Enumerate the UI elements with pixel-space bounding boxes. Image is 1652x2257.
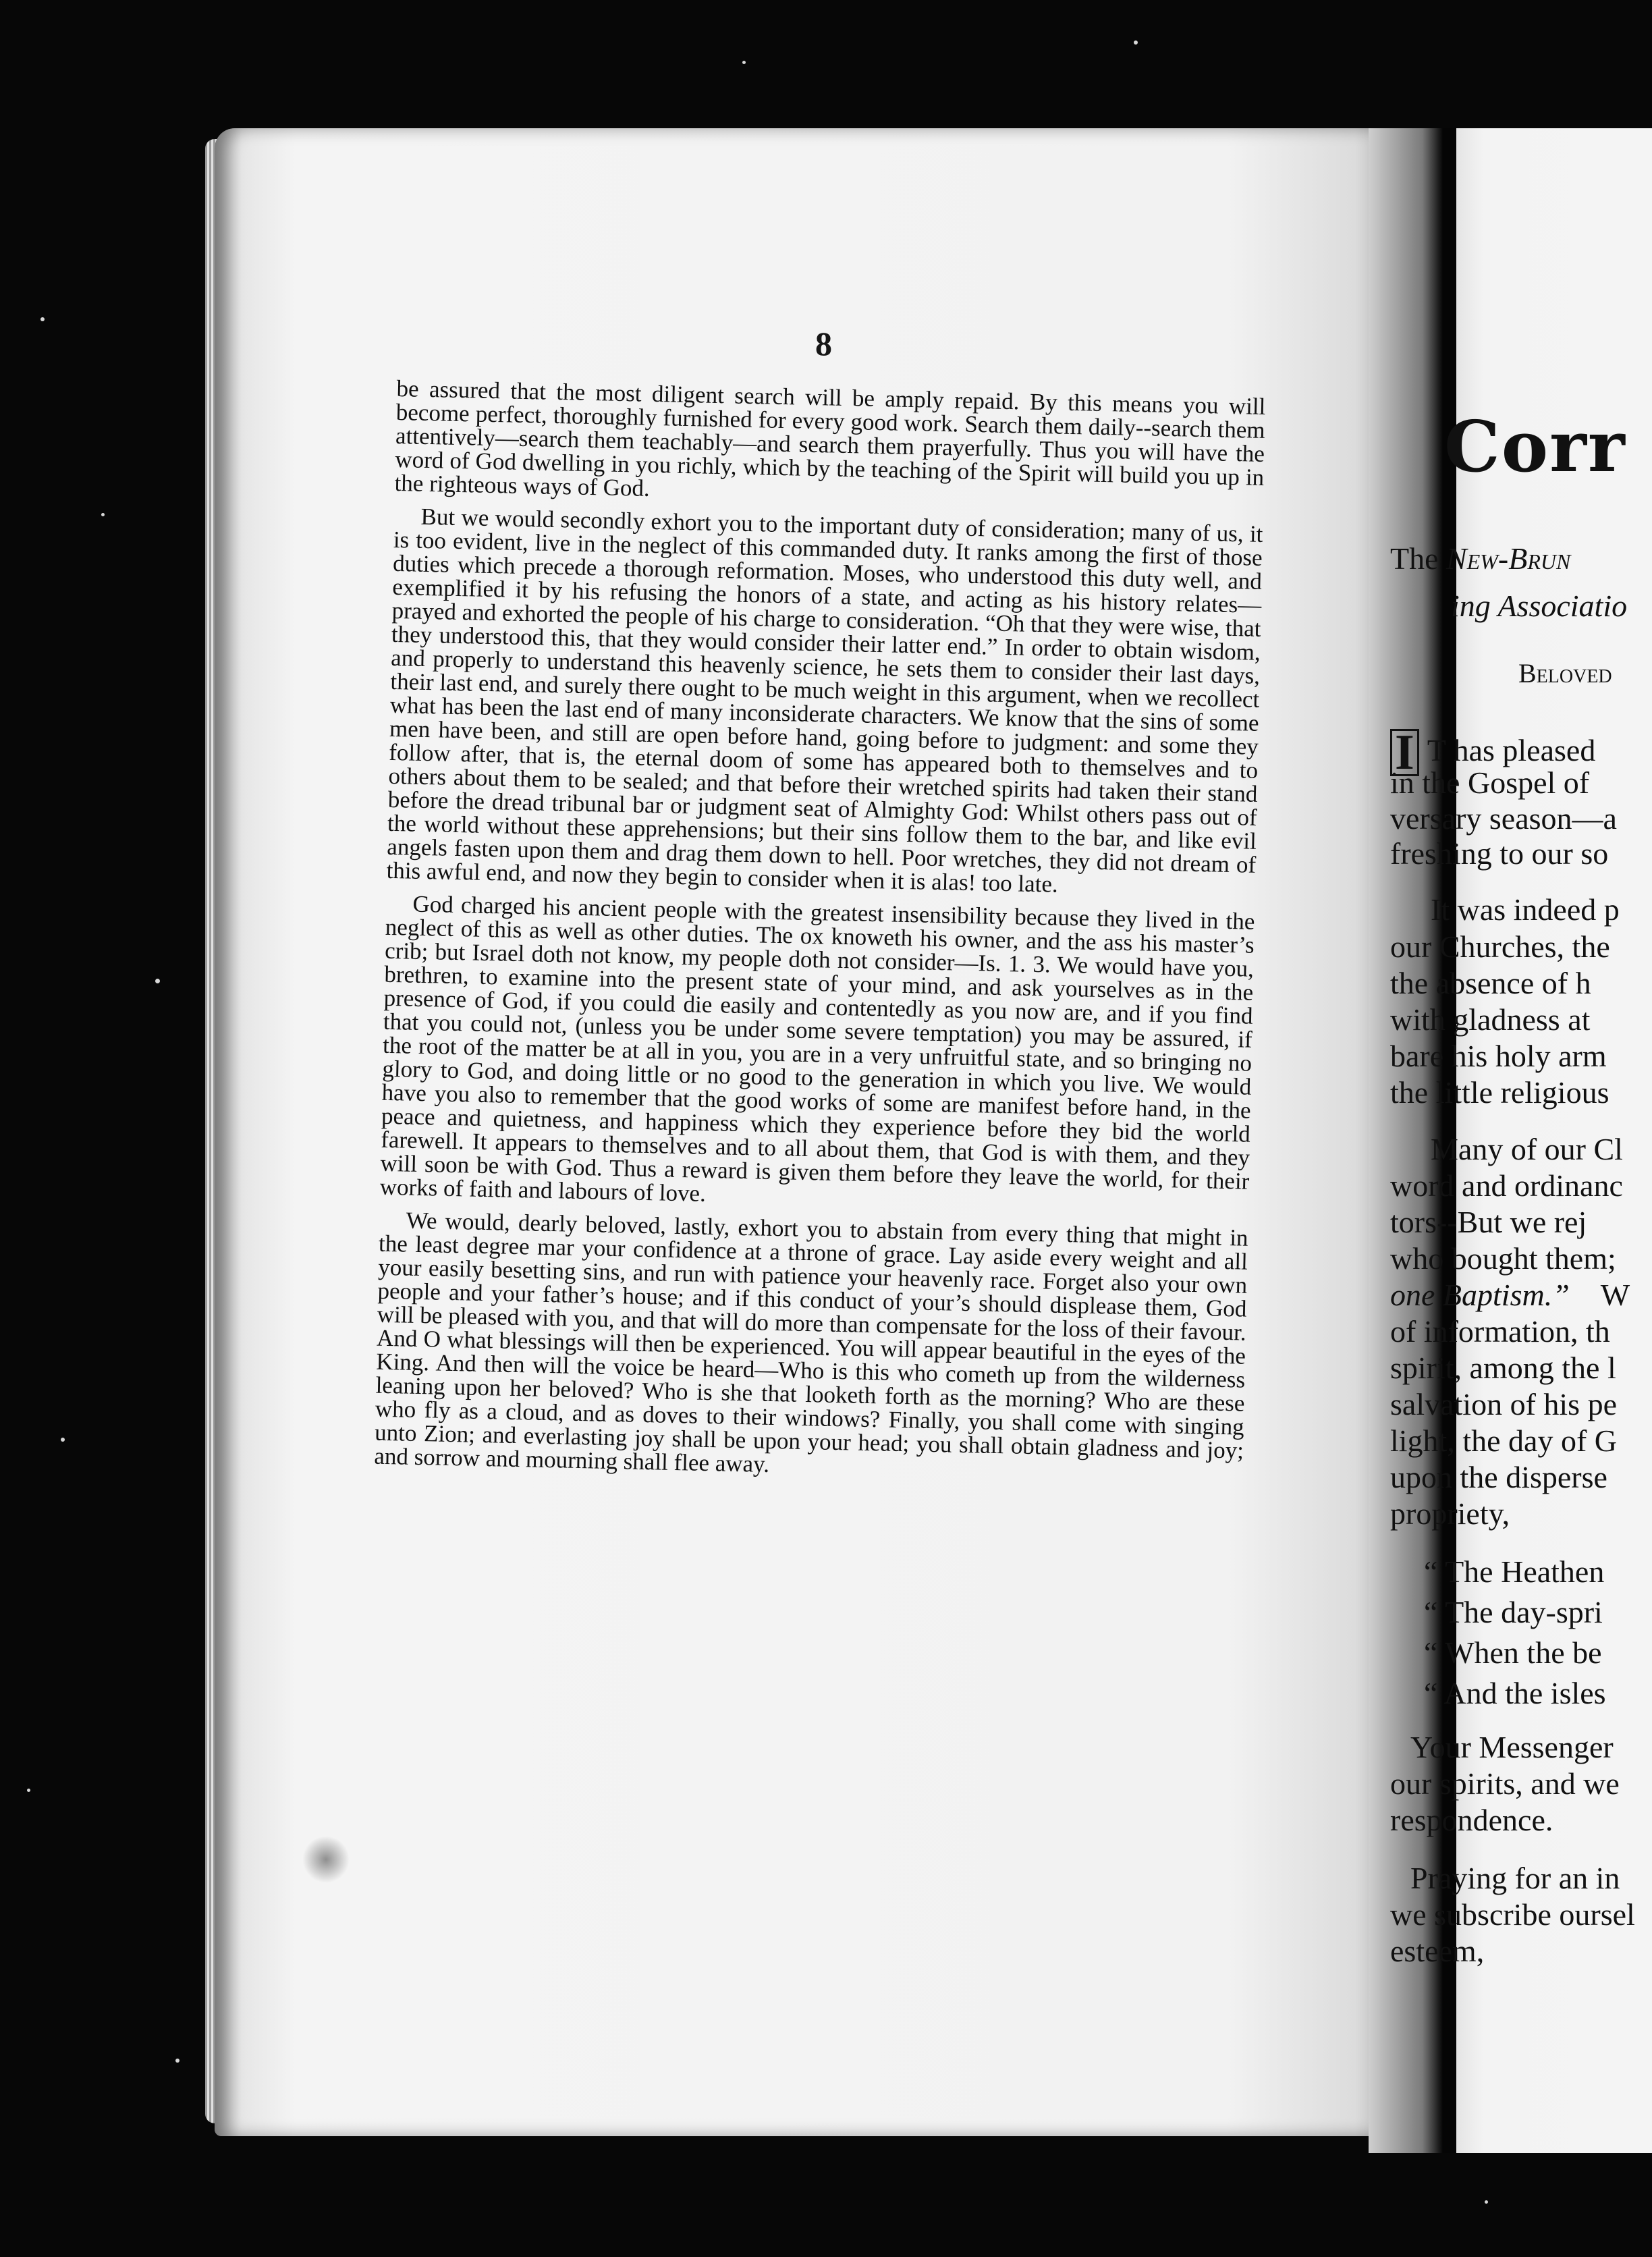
verse-line: “ The Heathen bbox=[1424, 1554, 1605, 1589]
greeting-line bbox=[1451, 591, 1627, 622]
greeting-lead: The bbox=[1390, 541, 1439, 576]
dust-speck bbox=[1485, 2200, 1488, 2204]
dust-speck bbox=[101, 513, 105, 516]
text-line: who bought them; bbox=[1390, 1241, 1616, 1276]
dust-speck bbox=[155, 979, 160, 983]
text-line: respondence. bbox=[1390, 1803, 1553, 1837]
text-line: with gladness at bbox=[1390, 1002, 1591, 1037]
dust-speck bbox=[61, 1438, 65, 1442]
dust-speck bbox=[175, 2059, 180, 2063]
body-text bbox=[374, 377, 1266, 1496]
text-line: freshing to our so bbox=[1390, 836, 1609, 871]
text-line: salvation of his pe bbox=[1390, 1387, 1617, 1421]
text-line: versary season—a bbox=[1390, 801, 1617, 836]
greeting-line bbox=[1390, 543, 1570, 574]
text-line: word and ordinanc bbox=[1390, 1168, 1623, 1203]
italic-text: one Baptism.” bbox=[1390, 1278, 1570, 1312]
dust-speck bbox=[1134, 40, 1138, 45]
salutation: Beloved bbox=[1518, 658, 1612, 688]
text-line: the little religious bbox=[1390, 1075, 1609, 1110]
text-line: spirit, among the l bbox=[1390, 1351, 1616, 1385]
text-line: It was indeed p bbox=[1431, 892, 1620, 927]
text-line: light, the day of G bbox=[1390, 1423, 1617, 1458]
paragraph: be assured that the most diligent search will be amply repaid. By this means you will become perfect, thoroughly furnished for every good work. Search them daily--search them attentively—search them teachably—and search them prayerfully. Thus you will have the word of God dwelling in you richly, which by the teaching of the Spirit will build you up in the righteous ways of God. bbox=[394, 375, 1266, 501]
text-line: Your Messenger bbox=[1410, 1730, 1614, 1764]
text-line: tors--But we rej bbox=[1390, 1205, 1587, 1239]
paragraph: God charged his ancient people with the greatest insensibility because they lived in the neglect of this as well as other duties. The ox knoweth his owner, and the ass his master’s crib; but Israel doth not know, my people doth not consider—Is. 1. 3. We would have you, brethren, to examine into the present state of your mind, and ask yourselves as in the presence of God, if you could die easily and contentedly as you now are, and if you find that you could not, (unless you be under some severe temptation) you may be assured, if the root of the matter be at all in you, you are in a very unfruitful state, and so bringing no glory to God, and doing little or no good to the generation in which you live. We would have you also to remember that the good works of some are manifest before hand, in the peace and quietness, and happiness which they experience before they bid the world farewell. It appears to themselves and to all about them, that God is with them, and they will soon be with God. Thus a reward is given them before they leave the world, for their works of faith and labours of love. bbox=[379, 890, 1255, 1207]
greeting-org: New-Brun bbox=[1446, 541, 1571, 576]
verse-line: “ The day-spri bbox=[1424, 1595, 1603, 1629]
dust-speck bbox=[40, 317, 45, 321]
drop-cap: I bbox=[1390, 729, 1419, 776]
paragraph: We would, dearly beloved, lastly, exhort you to abstain from every thing that might in the least degree mar your confidence at a throne of grace. Lay aside every weight and all your easily besetting sins, and run with patience your heavenly race. Forget also your own people and your father’s house; and if this conduct of your’s should displease them, God will be pleased with you, and that will do more than compensate for the loss of their favour. And O what blessings will then be experienced. You will appear beautiful in the eyes of the King. And then will the voice be heard—Who is this who cometh up from the wilderness leaning upon her beloved? Who is she that looketh forth as the morning? Who are these who fly as a cloud, and as doves to their windows? Finally, you shall come with singing unto Zion; and everlasting joy shall be upon your head; you shall obtain gladness and joy; and sorrow and mourning shall flee away. bbox=[374, 1207, 1248, 1477]
text-span: W bbox=[1600, 1278, 1630, 1312]
text-line: bare his holy arm bbox=[1390, 1039, 1607, 1073]
text-line: our spirits, and we bbox=[1390, 1766, 1620, 1801]
text-line: of information, th bbox=[1390, 1314, 1610, 1349]
ink-smudge bbox=[302, 1836, 350, 1883]
greeting-line-2: ing Associatio bbox=[1451, 589, 1628, 623]
text-line: upon the disperse bbox=[1390, 1460, 1607, 1494]
text-span: T has pleased bbox=[1427, 733, 1596, 767]
text-line: in the Gospel of bbox=[1390, 765, 1590, 800]
left-page bbox=[215, 128, 1369, 2136]
paragraph: But we would secondly exhort you to the important duty of consideration; many of us, it is too evident, live in the neglect of this commanded duty. It ranks among the first of those duties which precede a thorough reformation. Moses, who understood this duty well, and exemplified it by his refusing the honors of a state, and acting as his history relates—prayed and exhorted the people of his charge to consideration. “Oh that they were wise, that they understood this, that they would consider their latter end.” In order to obtain wisdom, and properly to understand this heavenly science, he sets them to consider their last days, their last end, and surely there ought to be much weight in this argument, when we recollect what has been the last end of many inconsiderate characters. We know that the sins of some men have been, and still are open before hand, going before to judgment: and some they follow after, that is, the eternal doom of some has appeared both to themselves and to others about them to be sealed; and that before their wretched spirits had taken their stand before the dread tribunal bar or judgment seat of Almighty God: Whilst others pass out of the world without these apprehensions; but their sins follow them to the bar, and like evil angels fasten upon them and drag them down to hell. Poor wretches, they did not dream of this awful end, and now they begin to consider when it is alas! too late. bbox=[386, 503, 1263, 898]
dust-speck bbox=[27, 1789, 30, 1792]
text-line: propriety, bbox=[1390, 1496, 1510, 1531]
text-line: the absence of h bbox=[1390, 966, 1591, 1000]
page-number: 8 bbox=[815, 325, 832, 362]
text-line: Praying for an in bbox=[1410, 1861, 1620, 1895]
page-heading: Corr bbox=[1444, 405, 1626, 488]
text-line: esteem, bbox=[1390, 1934, 1485, 1968]
text-line bbox=[1390, 1280, 1630, 1311]
text-line: we subscribe oursel bbox=[1390, 1897, 1635, 1932]
dust-speck bbox=[742, 61, 746, 64]
text-line: Many of our Cl bbox=[1431, 1132, 1623, 1166]
text-line: our Churches, the bbox=[1390, 929, 1610, 964]
verse-line: “ And the isles bbox=[1424, 1676, 1606, 1710]
verse-line: “ When the be bbox=[1424, 1635, 1602, 1670]
